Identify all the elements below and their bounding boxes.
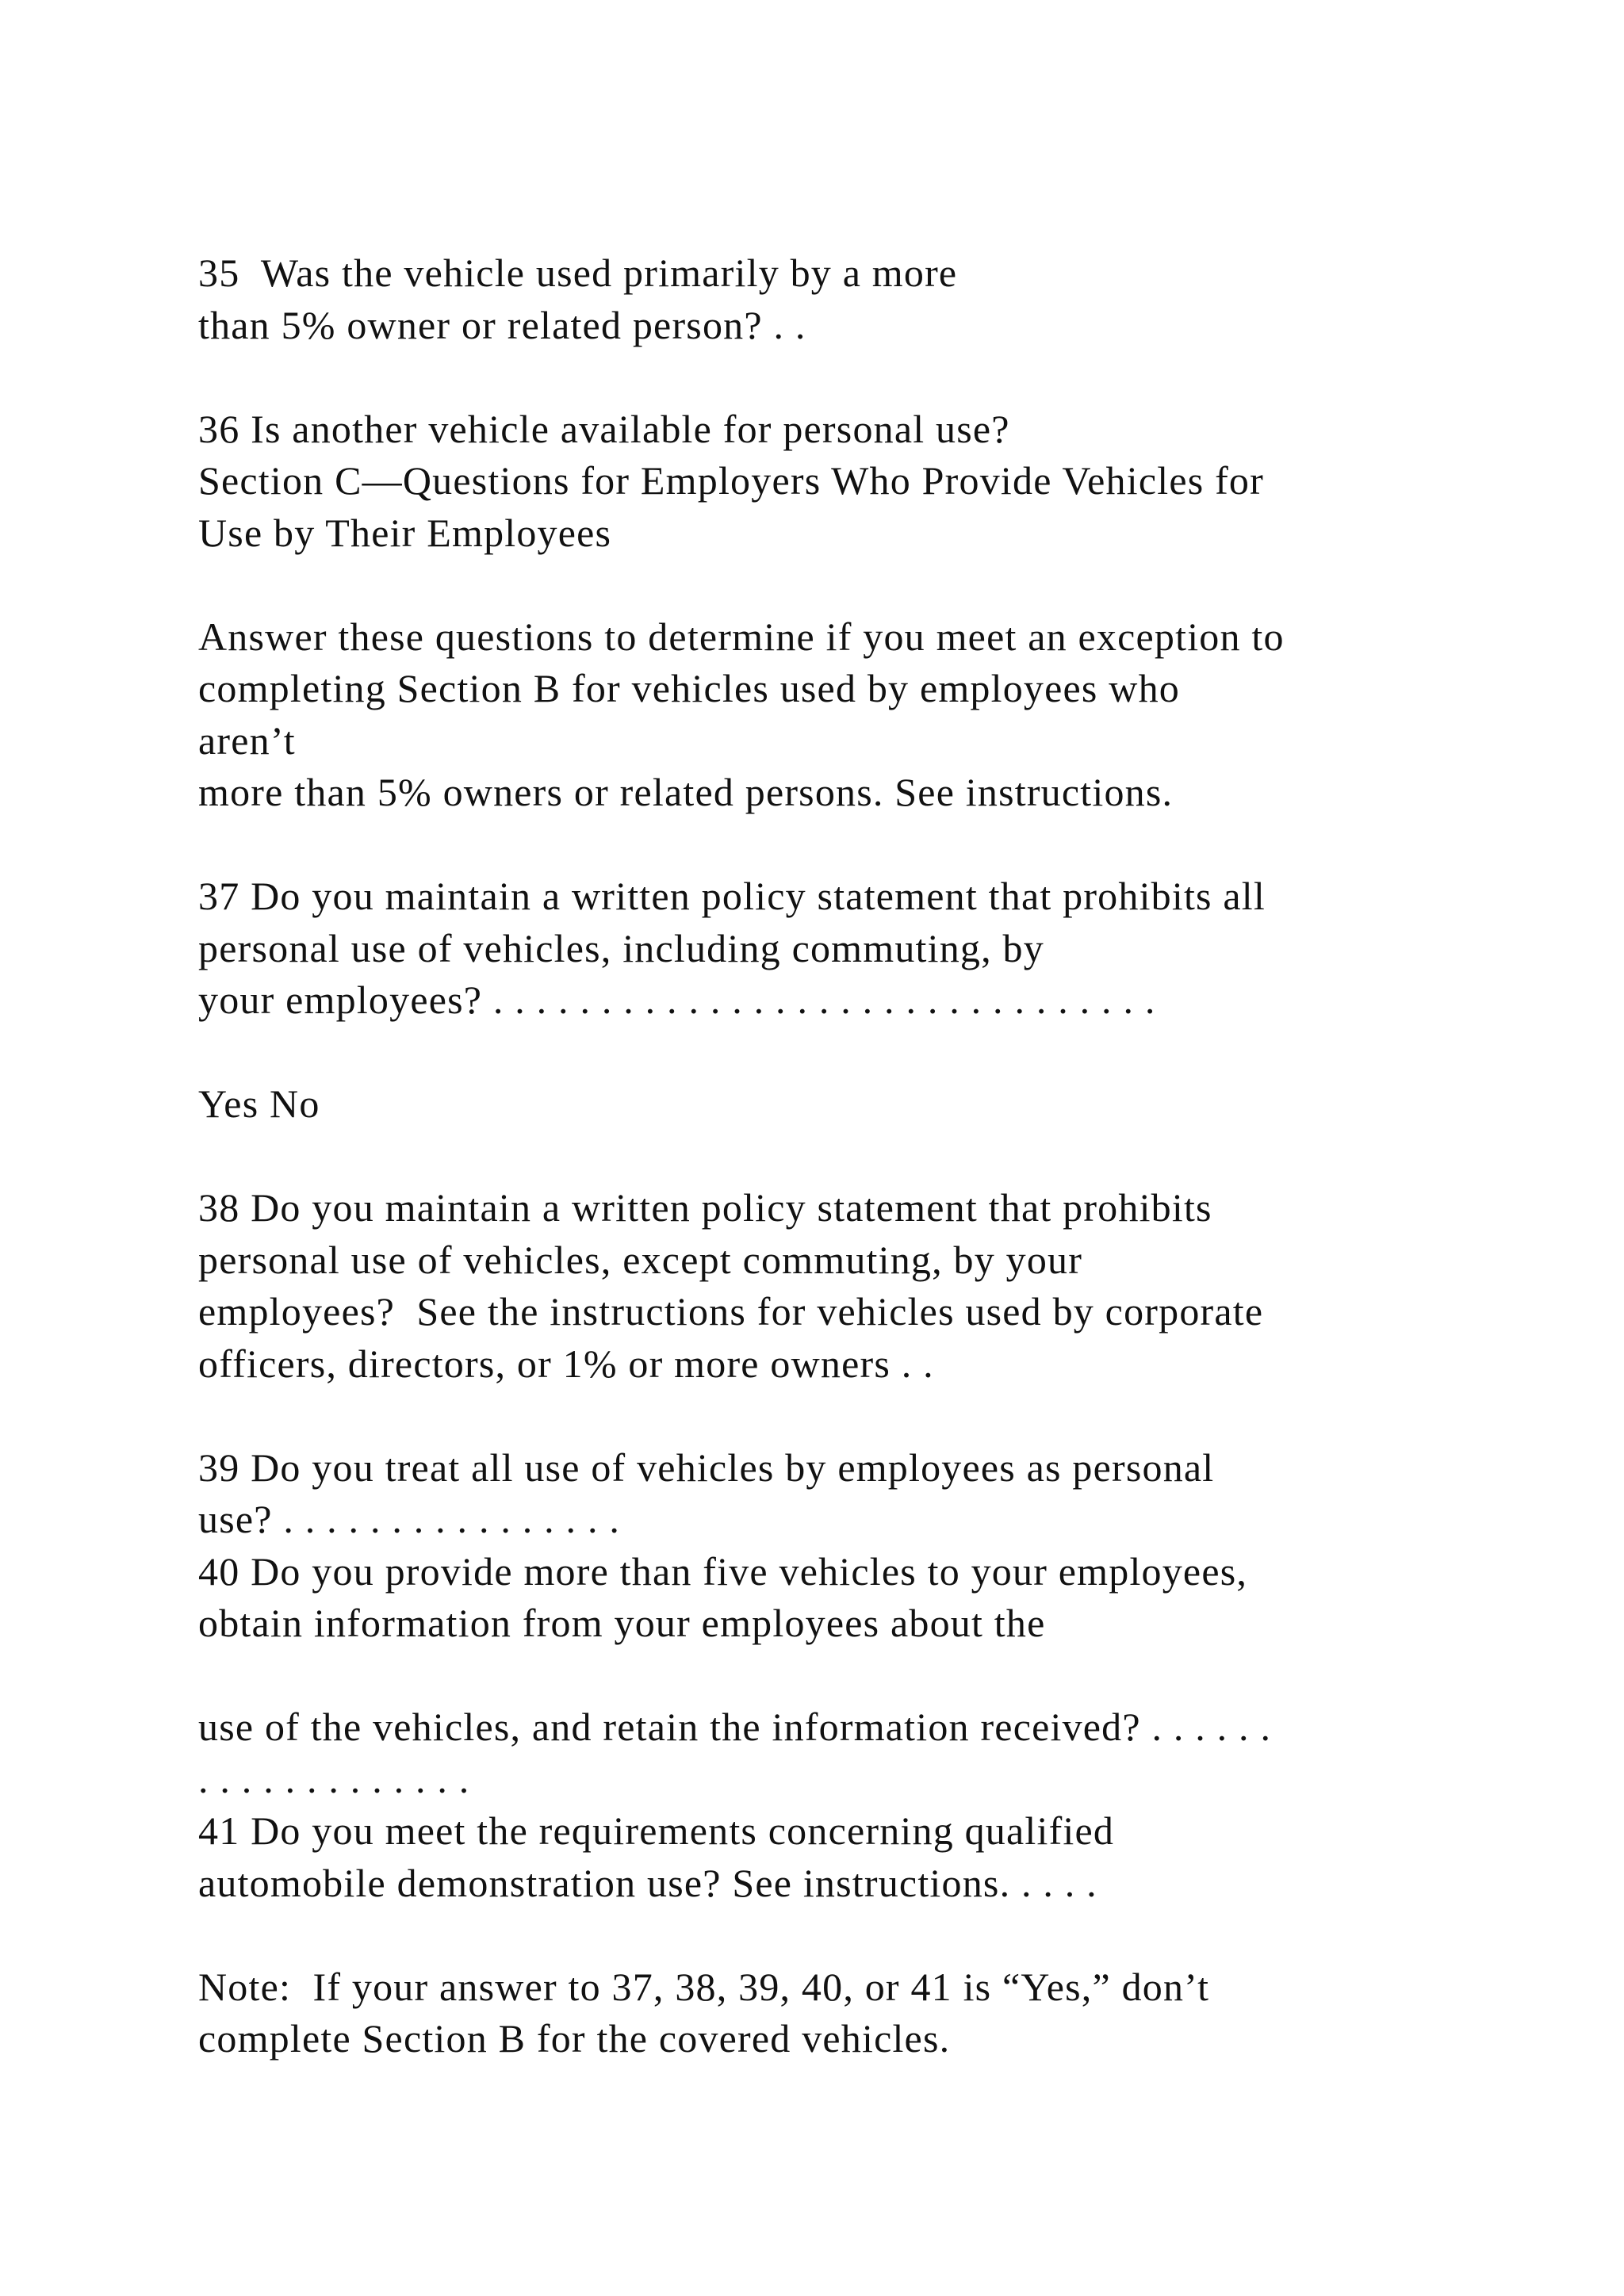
yes-no-label: Yes No	[198, 1081, 320, 1126]
blank-line	[198, 1650, 1451, 1702]
text-line: 37 Do you maintain a written policy statement that prohibits all	[198, 874, 1266, 918]
note-line: Note: If your answer to 37, 38, 39, 40, or 41 is “Yes,” don’t	[198, 1964, 1210, 2009]
blank-line	[198, 559, 1451, 611]
text-line: obtain information from your employees about the	[198, 1601, 1046, 1645]
blank-line	[198, 1131, 1451, 1183]
text-line: 41 Do you meet the requirements concerning qualified	[198, 1808, 1115, 1853]
text-line: completing Section B for vehicles used by employees who	[198, 666, 1180, 710]
text-line: your employees? . . . . . . . . . . . . . . . . . . . . . . . . . . . . . . .	[198, 978, 1156, 1022]
text-line: 39 Do you treat all use of vehicles by employees as personal	[198, 1445, 1215, 1490]
text-line: personal use of vehicles, including commuting, by	[198, 925, 1044, 970]
document-text	[198, 247, 1451, 2065]
text-line: 36 Is another vehicle available for personal use?	[198, 406, 1010, 451]
note-line: complete Section B for the covered vehicles.	[198, 2016, 951, 2061]
blank-line	[198, 819, 1451, 871]
text-line: Answer these questions to determine if you meet an exception to	[198, 614, 1285, 659]
blank-line	[198, 1909, 1451, 1961]
text-line: use of the vehicles, and retain the information received? . . . . . .	[198, 1705, 1272, 1749]
text-line: employees? See the instructions for vehicles used by corporate	[198, 1289, 1264, 1334]
text-line: than 5% owner or related person? . .	[198, 302, 806, 347]
text-line: officers, directors, or 1% or more owners . .	[198, 1341, 934, 1386]
section-heading-line: Use by Their Employees	[198, 510, 612, 555]
text-line: 38 Do you maintain a written policy statement that prohibits	[198, 1185, 1212, 1230]
blank-line	[198, 1390, 1451, 1442]
section-heading-line: Section C—Questions for Employers Who Provide Vehicles for	[198, 458, 1264, 503]
text-line: personal use of vehicles, except commuting, by your	[198, 1237, 1083, 1282]
text-line: aren’t	[198, 718, 296, 763]
blank-line	[198, 351, 1451, 404]
text-line: 35 Was the vehicle used primarily by a more	[198, 251, 958, 295]
text-line: use? . . . . . . . . . . . . . . . .	[198, 1497, 621, 1541]
text-line: . . . . . . . . . . . . .	[198, 1756, 470, 1801]
text-line: automobile demonstration use? See instructions. . . . .	[198, 1860, 1097, 1905]
text-line: 40 Do you provide more than five vehicles to your employees,	[198, 1548, 1248, 1594]
text-line: more than 5% owners or related persons. See instructions.	[198, 770, 1174, 814]
blank-line	[198, 1027, 1451, 1079]
